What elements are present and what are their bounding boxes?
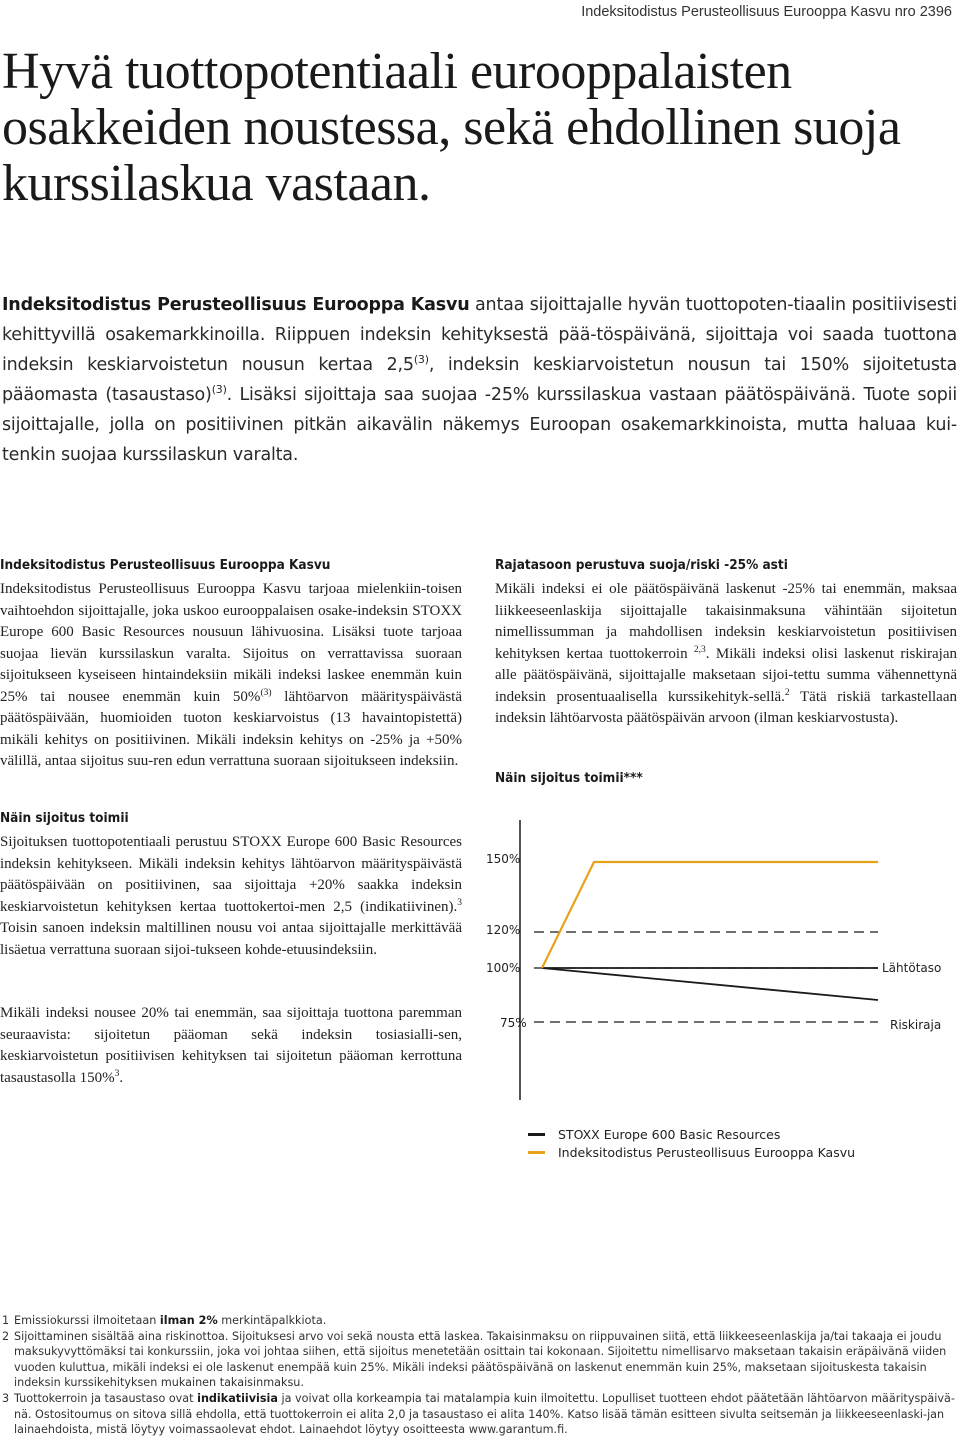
footnote <box>2 1391 957 1438</box>
footnote-number: 1 <box>2 1314 10 1327</box>
footnote-body: Emissiokurssi ilmoitetaan <box>14 1314 160 1327</box>
footnote-body: ja voivat olla korkeampia tai matalampia kuin ilmoitettu. Lopulliset tuotteen ehdot päätetään lähtöarvon määrityspäivä-nä. Ostositoumus on sitova sillä ehdolla, että tuottokerroin ei alita 2,0 ja tasaustaso ei alita 140%. Katso lisää tämän esitteen sivulta seitsemän ja liikkeeseenlaski-jan lainaehdoista, mistä löytyy voimassaolevat ehdot. Lainaehdot löytyy osoitteesta www.garantum.fi. <box>14 1391 955 1437</box>
section-title: Näin sijoitus toimii <box>0 810 129 826</box>
section-body <box>0 1003 462 1089</box>
product-reference: Indeksitodistus Perusteollisuus Eurooppa Kasvu nro 2396 <box>581 4 952 20</box>
body-text: Tätä riskiä tarkastellaan indeksin lähtöarvosta päätöspäivän arvoon (ilman keskiarvostusta). <box>495 688 957 726</box>
payoff-chart-svg <box>478 800 960 1170</box>
footnote-ref: 2,3 <box>693 644 706 655</box>
footnote <box>2 1313 957 1329</box>
section-body <box>0 832 462 961</box>
chart-title: Näin sijoitus toimii*** <box>495 770 643 786</box>
footnote-number: 2 <box>2 1329 10 1343</box>
body-text: Sijoituksen tuottopotentiaali perustuu STOXX Europe 600 Basic Resources indeksin kehitykseen. Mikäli indeksin kehitys lähtöarvon määrityspäivästä päätöspäivään on positiivinen, saa sijoittaja +20% saakka indeksin keskiarvoistetun kehityksen kertaa tuottokertoi-men 2,5 (indikatiivinen). <box>0 834 462 915</box>
reference-label-risk: Riskiraja <box>890 1018 942 1032</box>
legend-swatch-orange <box>528 1151 545 1154</box>
legend-label: STOXX Europe 600 Basic Resources <box>558 1127 781 1142</box>
footnote-ref: 3 <box>457 897 462 908</box>
payoff-chart <box>478 800 960 1170</box>
tick-label-150: 150% <box>486 852 521 866</box>
intro-product-name: Indeksitodistus Perusteollisuus Eurooppa Kasvu <box>2 295 470 315</box>
section-title: Rajatasoon perustuva suoja/riski -25% asti <box>495 557 788 573</box>
body-text: . Mikäli indeksi olisi laskenut riskirajan alle päätöspäivänä, sijoittajalle maksetaan sijoi-tettu summa vähennettynä indeksin prosentuaalisella kurssikehityk-sellä. <box>495 645 957 705</box>
intro-text: , indeksin keskiarvoistetun nousun tai 150% sijoitetusta pääomasta (tasaustaso) <box>2 355 957 405</box>
section-body <box>0 579 462 773</box>
tick-label-75: 75% <box>500 1016 527 1030</box>
right-section-protection <box>495 555 957 730</box>
body-text: Indeksitodistus Perusteollisuus Eurooppa Kasvu tarjoaa mielenkiin-toisen vaihtoehdon sijoittajalle, joka uskoo eurooppalaisen osake-indeksin STOXX Europe 600 Basic Resources nousuun lähivuosina. Lisäksi tuote tarjoaa suojaa lievän kurssilaskun varalta. Sijoitus on verrattavissa suoraan sijoitukseen kyseiseen hintaindeksiin mikäli indeksi laskee enemmän kuin 25% tai nousee enemmän kuin 50% <box>0 581 462 705</box>
legend-item <box>528 1145 855 1160</box>
footnote-body: Sijoittaminen sisältää aina riskinottoa. Sijoituksesi arvo voi sekä nousta että laskea. Takaisinmaksu on riippuvainen siitä, että liikkeeseenlaskija ja/tai takaaja ei joudu maksukyvyttömäksi tai konkurssiin, joka voi johtaa siihen, että sijoitus menetetään osittain tai kokonaan. Sijoitettu nimellisarvo maksetaan takaisin eräpäivänä viiden vuoden kuluttua, mikäli indeksi ei ole laskenut enempää kuin 25%. Mikäli indeksi päätöspäivänä on laskenut enemmän kuin 25%, maksetaan sijoituskesta takaisin indeksin kurssikehityksen mukainen takaisinmaksu. <box>14 1329 947 1390</box>
left-section-product <box>0 555 462 773</box>
footnote-body: Tuottokerroin ja tasaustaso ovat <box>14 1391 198 1405</box>
footnote-text <box>14 1391 957 1438</box>
left-section-upside <box>0 1003 462 1089</box>
body-text: Toisin sanoen indeksin maltillinen nousu voi antaa sijoittajalle merkittävää lisäetua verrattuna suoraan sijoi-tukseen kohde-etuusindeksiin. <box>0 920 462 958</box>
section-title: Indeksitodistus Perusteollisuus Eurooppa Kasvu <box>0 557 331 573</box>
footnote-emphasis: ilman 2% <box>159 1314 218 1327</box>
footnote-emphasis: indikatiivisia <box>197 1391 278 1405</box>
intro-text: antaa sijoittajalle hyvän tuottopoten-tiaalin positiivisesti kehittyvillä osakemarkkinoilla. Riippuen indeksin kehityksestä pää-töspäivänä, sijoittaja voi saada tuottona indeksin keskiarvoistetun nousun kertaa 2,5 <box>2 295 957 375</box>
tick-label-100: 100% <box>486 961 521 975</box>
body-text: Mikäli indeksi ei ole päätöspäivänä laskenut -25% tai enemmän, maksaa liikkeeseenlaskija sijoittajalle takaisinmaksuna vähintään sijoitetun nimellissumman ja mahdollisen indeksin keskiarvoistetun positiivisen kehityksen kertaa tuottokerroin <box>495 581 957 662</box>
footnote-ref: (3) <box>260 687 272 698</box>
stoxx-series-line <box>542 968 878 1000</box>
footnote <box>2 1329 957 1391</box>
body-text: lähtöarvon määrityspäivästä päätöspäivään, huomioiden tuoton keskiarvoistus (13 havaintopistettä) mikäli kehitys on positiivinen. Mikäli indeksin kehitys on -25% ja +50% välillä, antaa sijoitus suu-ren edun verrattuna suoraan sijoitukseen indeksiin. <box>0 688 462 769</box>
footnotes <box>2 1313 957 1438</box>
left-section-how-it-works <box>0 808 462 961</box>
footnote-ref: (3) <box>413 353 429 367</box>
intro-paragraph <box>2 290 957 470</box>
body-text: . <box>119 1069 124 1086</box>
body-text: Mikäli indeksi nousee 20% tai enemmän, saa sijoittaja tuottona paremman seuraavista: sijoitetun pääoman sekä indeksin tosiasialli-sen, keskiarvoistetun positiivisen kehityksen tai sijoitetun pääoman kerrottuna tasaustasolla 150% <box>0 1005 462 1086</box>
legend-item <box>528 1127 780 1142</box>
chart-title-block <box>495 768 957 792</box>
tick-label-120: 120% <box>486 923 521 937</box>
section-body <box>495 579 957 730</box>
footnote-text <box>14 1313 957 1329</box>
footnote-body: merkintäpalkkiota. <box>217 1314 327 1327</box>
legend-label: Indeksitodistus Perusteollisuus Eurooppa Kasvu <box>558 1145 856 1160</box>
page-headline: Hyvä tuottopotentiaali eurooppalaisten osakkeiden noustessa, sekä ehdollinen suoja kurssilaskua vastaan. <box>2 43 901 212</box>
footnote-ref: 3 <box>114 1068 120 1079</box>
intro-text: . Lisäksi sijoittaja saa suojaa -25% kurssilaskua vastaan päätöspäivänä. Tuote sopii sijoittajalle, jolla on positiivinen pitkän aikavälin näkemys Euroopan osakemarkkinoista, mutta haluaa kui-tenkin suojaa kurssilaskun varalta. <box>2 385 958 465</box>
footnote-ref: (3) <box>211 383 227 397</box>
footnote-ref: 2 <box>784 687 790 698</box>
certificate-series-line <box>542 862 878 968</box>
legend-swatch-black <box>528 1133 545 1136</box>
reference-label-start: Lähtötaso <box>882 961 942 975</box>
footnote-number: 3 <box>2 1391 10 1405</box>
footnote-text <box>14 1329 957 1391</box>
stoxx-series-line-up <box>542 908 878 968</box>
